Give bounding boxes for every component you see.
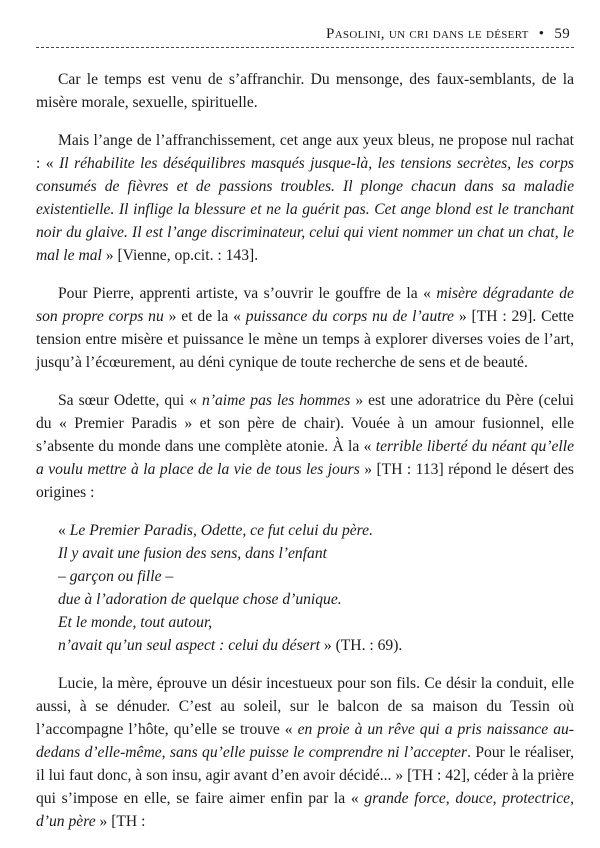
text-run: » (TH. : 69).: [320, 637, 403, 654]
italic-run: Il réhabilite les déséquilibres masqués jusque-là, les tensions secrètes, les corps consumés de fièvres et de passions troubles. Il plonge chacun dans sa maladie existentielle. Il inflige la blessure et ne la guérit pas. Cet ange blond est le tranchant noir du glaive. Il est l’ange discriminateur, celui qui vient nommer un chat un chat, le mal le mal: [36, 155, 574, 264]
paragraph: [36, 282, 574, 374]
italic-run: misère dégradante de son propre corps nu: [36, 285, 574, 325]
paragraph: [36, 672, 574, 833]
verse-quotation: [58, 519, 574, 657]
running-title: Pasolini, un cri dans le désert: [326, 26, 529, 42]
italic-run: n’aime pas les hommes: [202, 392, 351, 409]
italic-run: – garçon ou fille –: [58, 568, 174, 585]
text-run: » [Vienne, op.cit. : 143].: [101, 247, 259, 264]
italic-run: terrible liberté du néant qu’elle a voulu mettre à la place de la vie de tous les jours: [36, 438, 574, 478]
text-run: » et de la «: [163, 308, 246, 325]
italic-run: n’avait qu’un seul aspect : celui du désert: [58, 637, 320, 654]
paragraph: [36, 129, 574, 267]
italic-run: Il y avait une fusion des sens, dans l’enfant: [58, 545, 327, 562]
text-run: » [TH : 113] répond le désert des origines :: [36, 461, 574, 501]
verse-line: [58, 519, 574, 542]
text-run: Pour Pierre, apprenti artiste, va s’ouvrir le gouffre de la «: [58, 285, 437, 302]
paragraph: [36, 68, 574, 114]
text-run: «: [58, 522, 70, 539]
text-run: » [TH :: [95, 813, 146, 830]
verse-line: [58, 588, 574, 611]
text-run: Sa sœur Odette, qui «: [58, 392, 203, 409]
text-run: » est une adoratrice du Père (celui du « Premier Paradis » et son père de chair). Vouée à un amour fusionnel, elle s’absente du monde dans une complète atonie. À la «: [36, 392, 574, 455]
text-run: . Pour le réaliser, il lui faut donc, à son insu, agir avant d’en avoir décidé... » [TH : 42], céder à la prière qui s’impose en elle, se faire aimer enfin par la «: [36, 744, 575, 807]
text-run: Mais l’ange de l’affranchissement, cet ange aux yeux bleus, ne propose nul rachat : «: [36, 132, 574, 172]
header-separator: •: [538, 26, 545, 42]
italic-run: Et le monde, tout autour,: [58, 614, 213, 631]
page-body: [36, 68, 574, 848]
paragraph: [36, 389, 574, 504]
text-run: » [TH : 29]. Cette tension entre misère et puissance le mène un temps à explorer diverses voies de l’art, jusqu’à l’écœurement, au déni cynique de toute recherche de sens et de beauté.: [36, 308, 574, 371]
header-rule: [36, 47, 574, 48]
verse-line: [58, 542, 574, 565]
page-number: 59: [554, 26, 570, 42]
italic-run: en proie à un rêve qui a pris naissance au-dedans d’elle-même, sans qu’elle puisse le comprendre ni l’accepter: [36, 721, 574, 761]
text-run: Lucie, la mère, éprouve un désir incestueux pour son fils. Ce désir la conduit, elle aussi, à se dénuder. C’est au soleil, sur le balcon de sa maison du Tessin où l’accompagne l’hôte, qu’elle se trouve «: [36, 675, 574, 738]
verse-line: [58, 634, 574, 657]
italic-run: grande force, douce, protectrice, d’un père: [36, 790, 574, 830]
text-run: Car le temps est venu de s’affranchir. Du mensonge, des faux-semblants, de la misère morale, sexuelle, spirituelle.: [36, 71, 574, 111]
verse-line: [58, 611, 574, 634]
running-header: [326, 26, 570, 43]
verse-line: [58, 565, 574, 588]
italic-run: due à l’adoration de quelque chose d’unique.: [58, 591, 342, 608]
italic-run: Le Premier Paradis, Odette, ce fut celui du père.: [69, 522, 373, 539]
italic-run: puissance du corps nu de l’autre: [245, 308, 454, 325]
